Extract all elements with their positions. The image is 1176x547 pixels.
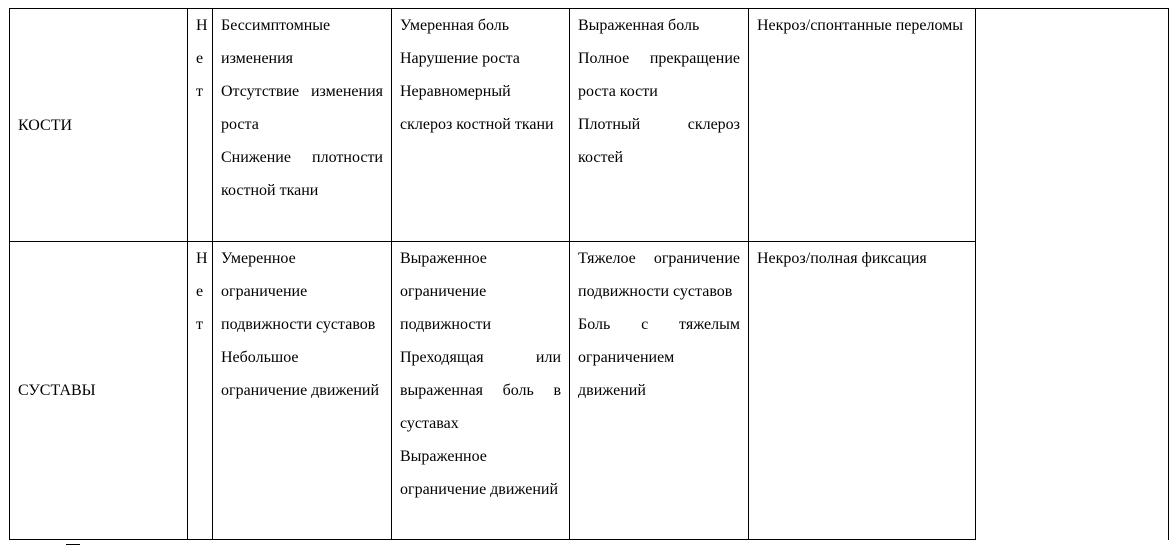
grade-5-cell: [976, 9, 1169, 540]
grade-2-cell: [392, 9, 570, 242]
grade-3-cell: [570, 9, 749, 242]
criterion-text: Боль с тяжелым ограничением движений: [578, 316, 740, 399]
criterion-text: Плотный склероз костей: [578, 116, 740, 166]
grade-0-cell: [188, 9, 213, 242]
grade-4-cell: [749, 9, 976, 242]
criterion-text: Полное прекращение роста кости: [578, 50, 740, 100]
table-row-bones: [10, 9, 1169, 242]
grade-0-cell: [188, 242, 213, 540]
grade-3-cell: [570, 242, 749, 540]
grade-0-letter: т: [196, 83, 203, 100]
grade-2-cell: [392, 242, 570, 540]
criterion-text: Снижение плотности костной ткани: [221, 149, 383, 199]
organ-cell: СУСТАВЫ: [10, 242, 188, 540]
criterion-text: Бессимптомные изменения: [221, 17, 331, 67]
criterion-text: Умеренная боль: [400, 17, 510, 34]
grade-0-letter: Н: [196, 17, 208, 34]
criterion-text: Небольшое ограничение движений: [221, 349, 380, 399]
grade-0-letter: е: [196, 50, 204, 67]
grade-1-cell: [213, 9, 392, 242]
criterion-text: Выраженное ограничение подвижности: [400, 250, 492, 333]
grade-0-letter: Н: [196, 250, 208, 267]
grade-0-letter: е: [196, 283, 204, 300]
criterion-text: Тяжелое ограничение подвижности суставов: [578, 250, 740, 300]
grade-0-letter: т: [196, 316, 203, 333]
grade-4-cell: [749, 242, 976, 540]
criterion-text: Умеренное ограничение подвижности суставов: [221, 250, 376, 333]
criterion-text: Выраженная боль: [578, 17, 700, 34]
toxicity-grade-table: [9, 8, 1169, 540]
criterion-text: Неравномерный склероз костной ткани: [400, 83, 554, 133]
criterion-text: Нарушение роста: [400, 50, 520, 67]
criterion-text: Некроз/спонтанные переломы: [757, 17, 964, 34]
criterion-text: Выраженное ограничение движений: [400, 448, 559, 498]
organ-cell: КОСТИ: [10, 9, 188, 242]
criterion-text: Отсутствие изменения роста: [221, 83, 383, 133]
criterion-text: Преходящая или выраженная боль в суставах: [400, 349, 561, 432]
page-text-fragment: [66, 544, 80, 545]
grade-1-cell: [213, 242, 392, 540]
criterion-text: Некроз/полная фиксация: [757, 250, 927, 267]
